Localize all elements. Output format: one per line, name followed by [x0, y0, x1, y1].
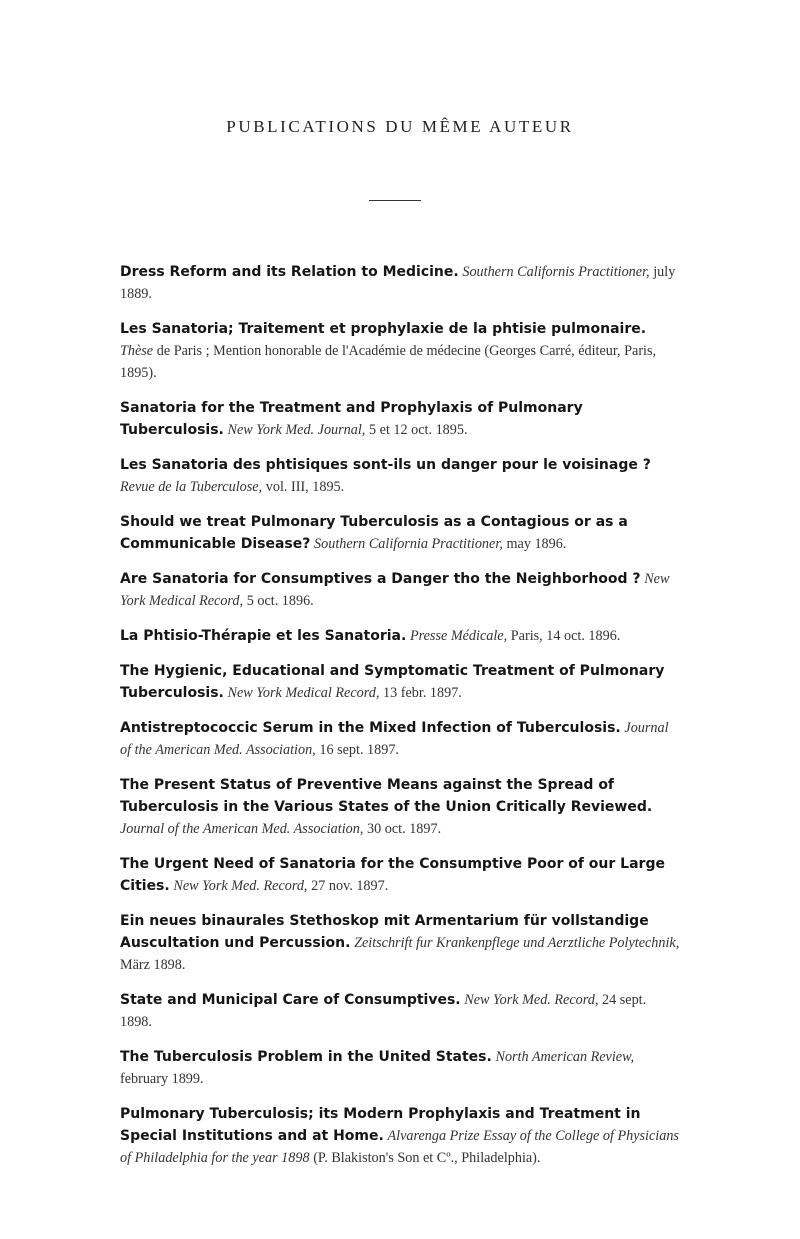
publication-title: The Tuberculosis Problem in the United States. [120, 1049, 492, 1065]
publication-entry [120, 660, 680, 704]
publication-details: Paris, 14 oct. 1896. [510, 628, 621, 644]
publication-details: february 1899. [120, 1071, 204, 1087]
publication-title: Les Sanatoria des phtisiques sont-ils un danger pour le voisinage ? [120, 457, 651, 473]
publication-details: (P. Blakiston's Son et Cº., Philadelphia). [313, 1150, 541, 1166]
publication-details: 5 oct. 1896. [246, 593, 314, 609]
publication-details: 16 sept. 1897. [319, 742, 399, 758]
publication-entry [120, 261, 680, 305]
publication-source: Alvarenga Prize Essay of the College of Physicians of Philadelphia for the year 1898 [120, 1128, 679, 1166]
publication-source: Presse Médicale, [409, 628, 508, 644]
publication-title: The Present Status of Preventive Means against the Spread of Tuberculosis in the Various States of the Union Critically Reviewed. [120, 777, 653, 815]
publication-source: New York Med. Record, [173, 878, 308, 894]
publication-title: Les Sanatoria; Traitement et prophylaxie de la phtisie pulmonaire. [120, 321, 647, 337]
publication-details: 13 febr. 1897. [383, 685, 462, 701]
publication-title: State and Municipal Care of Consumptives. [120, 992, 461, 1008]
publication-source: Journal of the American Med. Association, [120, 720, 669, 758]
publication-source: New York Med. Record, [464, 992, 599, 1008]
publication-title: La Phtisio-Thérapie et les Sanatoria. [120, 628, 407, 644]
publication-title: Ein neues binaurales Stethoskop mit Armentarium für vollstandige Auscultation und Percussion. [120, 913, 649, 951]
publication-title: Sanatoria for the Treatment and Prophylaxis of Pulmonary Tuberculosis. [120, 400, 583, 438]
publication-details: 30 oct. 1897. [367, 821, 442, 837]
publication-entry [120, 454, 680, 498]
publication-details: may 1896. [506, 536, 567, 552]
publication-title: Should we treat Pulmonary Tuberculosis as a Contagious or as a Communicable Disease? [120, 514, 628, 552]
publication-source: New York Medical Record, [227, 685, 380, 701]
publication-entry [120, 1046, 680, 1090]
publication-source: Thèse [120, 343, 154, 359]
publication-entry [120, 318, 680, 384]
publication-title: Dress Reform and its Relation to Medicine. [120, 264, 459, 280]
publication-entry [120, 511, 680, 555]
publication-entry [120, 910, 680, 976]
publication-entry [120, 853, 680, 897]
publication-title: Are Sanatoria for Consumptives a Danger tho the Neighborhood ? [120, 571, 641, 587]
publication-source: Journal of the American Med. Association, [120, 821, 364, 837]
publication-list [120, 261, 680, 1182]
publication-entry [120, 625, 680, 647]
publication-source: North American Review, [495, 1049, 635, 1065]
publication-source: New York Med. Journal, [227, 422, 366, 438]
publication-source: Southern California Practitioner, [314, 536, 503, 552]
publication-title: The Urgent Need of Sanatoria for the Consumptive Poor of our Large Cities. [120, 856, 665, 894]
publication-details: März 1898. [120, 957, 186, 973]
publication-entry [120, 568, 680, 612]
publication-source: Revue de la Tuberculose, [120, 479, 263, 495]
publication-entry [120, 989, 680, 1033]
publication-title: The Hygienic, Educational and Symptomatic Treatment of Pulmonary Tuberculosis. [120, 663, 665, 701]
publication-entry [120, 397, 680, 441]
publication-details: 5 et 12 oct. 1895. [369, 422, 468, 438]
publication-details: vol. III, 1895. [265, 479, 345, 495]
publication-entry [120, 717, 680, 761]
page-title: PUBLICATIONS DU MÊME AUTEUR [226, 117, 574, 136]
publication-title: Antistreptococcic Serum in the Mixed Infection of Tuberculosis. [120, 720, 621, 736]
publication-source: Zeitschrift fur Krankenpflege und Aerztliche Polytechnik, [354, 935, 680, 951]
publication-entry [120, 774, 680, 840]
publication-source: New York Medical Record, [120, 571, 670, 609]
publication-details: 24 sept. 1898. [120, 992, 647, 1030]
publication-title: Pulmonary Tuberculosis; its Modern Prophylaxis and Treatment in Special Institutions and at Home. [120, 1106, 641, 1144]
publication-source: Southern Californis Practitioner, [462, 264, 650, 280]
publication-details: 27 nov. 1897. [311, 878, 389, 894]
title-divider [369, 200, 421, 201]
publication-details: de Paris ; Mention honorable de l'Académie de médecine (Georges Carré, éditeur, Paris, 1895). [120, 343, 657, 381]
publication-details: july 1889. [120, 264, 676, 302]
publication-entry [120, 1103, 680, 1169]
